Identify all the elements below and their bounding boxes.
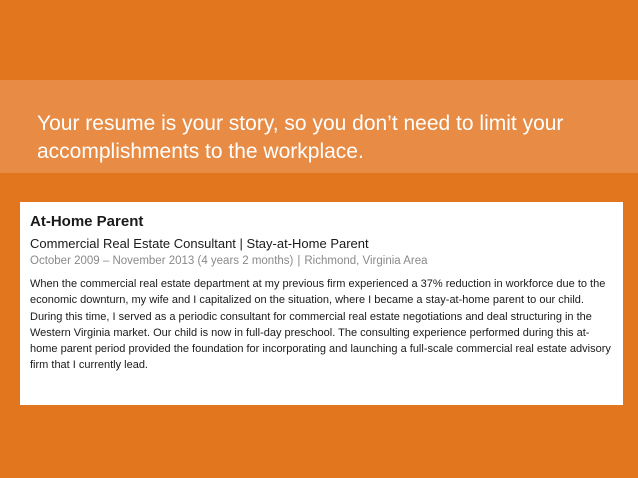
position-subtitle: Commercial Real Estate Consultant | Stay-at-Home Parent xyxy=(30,236,369,251)
position-description: When the commercial real estate department at my previous firm experienced a 37% reduction in workforce due to the economic downturn, my wife and I capitalized on the situation, where I became a stay-at-home parent to our child. During this time, I served as a periodic consultant for commercial real estate negotiations and deal structuring in the Western Virginia market. Our child is now in full-day preschool. The consulting experience performed during this at-home parent period provided the foundation for incorporating and launching a full-scale commercial real estate advisory firm that I currently lead. xyxy=(30,278,611,372)
position-title: At-Home Parent xyxy=(30,213,144,230)
resume-entry-card xyxy=(20,202,623,405)
position-location: Richmond, Virginia Area xyxy=(304,255,428,267)
position-meta xyxy=(30,253,613,269)
meta-separator: | xyxy=(297,255,301,267)
position-dates: October 2009 – November 2013 (4 years 2 months) xyxy=(30,255,294,267)
slide-heading: Your resume is your story, so you don’t need to limit your accomplishments to the workplace. xyxy=(37,112,564,163)
